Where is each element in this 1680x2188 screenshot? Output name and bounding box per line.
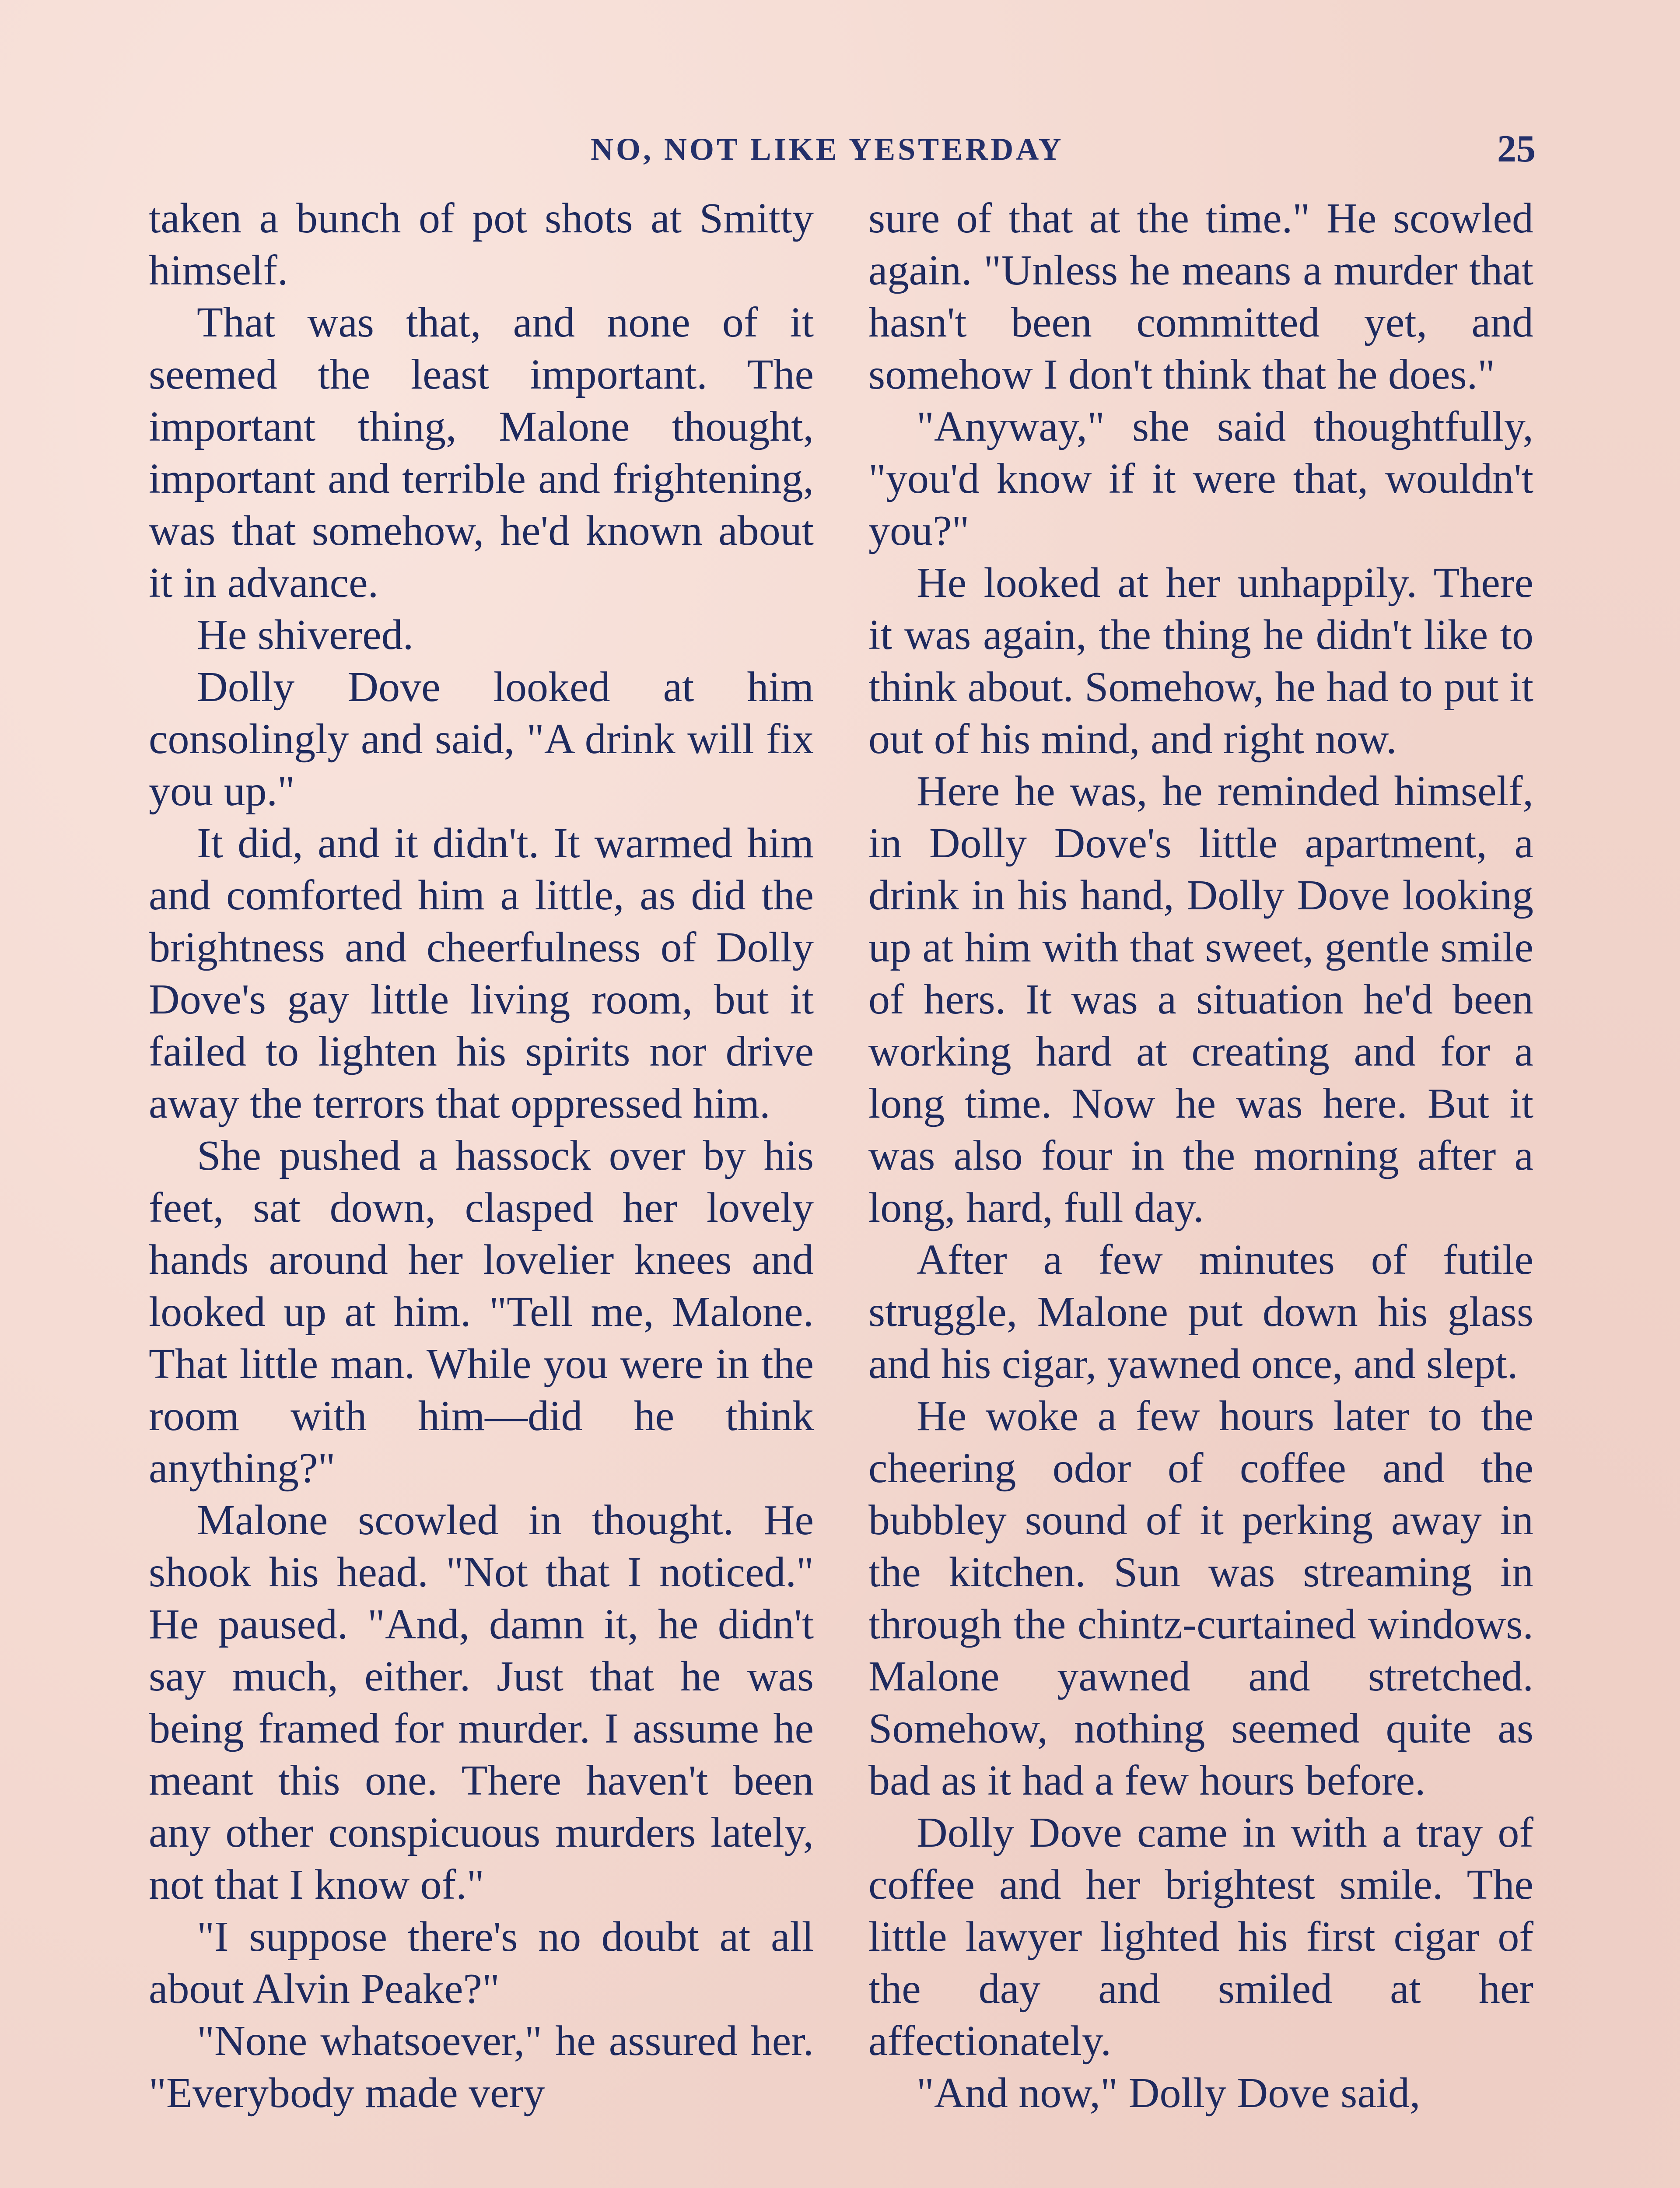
paragraph: He looked at her unhappily. There it was again, the thing he didn't like to think about. Somehow, he had to put it out of his mind, and right now.	[868, 559, 1533, 763]
paragraph: taken a bunch of pot shots at Smitty himself.	[149, 195, 814, 294]
running-title: NO, NOT LIKE YESTERDAY	[591, 132, 1064, 167]
page-number: 25	[1497, 128, 1536, 170]
paragraph: Malone scowled in thought. He shook his head. "Not that I noticed." He paused. "And, damn it, he didn't say much, either. Just that he was being framed for murder. I assume he meant this one. There haven't been any other conspicuous murders lately, not that I know of."	[149, 1497, 814, 1908]
paragraph: That was that, and none of it seemed the least important. The important thing, Malone thought, important and terrible and frightening, was that somehow, he'd known about it in advance.	[149, 299, 814, 607]
paragraph: It did, and it didn't. It warmed him and comforted him a little, as did the brightness and cheerfulness of Dolly Dove's gay little living room, but it failed to lighten his spirits nor drive away the terrors that oppressed him.	[149, 820, 814, 1127]
paragraph: "Anyway," she said thoughtfully, "you'd know if it were that, wouldn't you?"	[868, 403, 1533, 554]
paragraph: Dolly Dove looked at him consolingly and said, "A drink will fix you up."	[149, 663, 814, 815]
paragraph: Here he was, he reminded himself, in Dolly Dove's little apartment, a drink in his hand, Dolly Dove looking up at him with that sweet, gentle smile of hers. It was a situation he'd been working hard at creating and for a long time. Now he was here. But it was also four in the morning after a long, hard, full day.	[868, 768, 1533, 1231]
paragraph: He shivered.	[197, 611, 414, 659]
paragraph: Dolly Dove came in with a tray of coffee and her brightest smile. The little lawyer lighted his first cigar of the day and smiled at her affectionately.	[868, 1809, 1533, 2065]
paragraph: "I suppose there's no doubt at all about Alvin Peake?"	[149, 1913, 814, 2013]
paragraph: "And now," Dolly Dove said,	[917, 2069, 1421, 2117]
paragraph: After a few minutes of futile struggle, Malone put down his glass and his cigar, yawned once, and slept.	[868, 1236, 1533, 1388]
left-text-column	[149, 193, 814, 2119]
right-text-column	[868, 193, 1533, 2119]
paragraph: She pushed a hassock over by his feet, sat down, clasped her lovely hands around her lovelier knees and looked up at him. "Tell me, Malone. That little man. While you were in the room with him—did he think anything?"	[149, 1132, 814, 1492]
paragraph: "None whatsoever," he assured her. "Everybody made very	[149, 2017, 814, 2117]
paragraph: sure of that at the time." He scowled again. "Unless he means a murder that hasn't been committed yet, and somehow I don't think that he does."	[868, 195, 1533, 398]
paragraph: He woke a few hours later to the cheering odor of coffee and the bubbley sound of it perking away in the kitchen. Sun was streaming in through the chintz-curtained windows. Malone yawned and stretched. Somehow, nothing seemed quite as bad as it had a few hours before.	[868, 1392, 1533, 1804]
